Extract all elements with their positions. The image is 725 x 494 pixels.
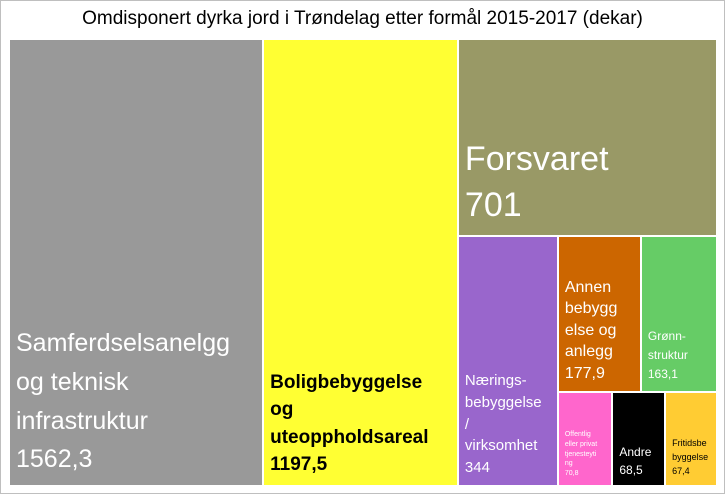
treemap-tile-2 bbox=[458, 39, 717, 236]
tile-label-line: 701 bbox=[464, 185, 522, 224]
tile-label-line: Boligbebyggelse bbox=[270, 371, 423, 393]
tile-label-line: 344 bbox=[464, 459, 490, 477]
tile-label-line: infrastruktur bbox=[16, 406, 148, 435]
treemap-tile-0 bbox=[9, 39, 263, 486]
treemap-tile-6 bbox=[558, 392, 613, 486]
treemap-tile-5 bbox=[641, 236, 717, 392]
tile-label-line: Forsvaret bbox=[464, 139, 609, 178]
tile-label-line: Grønn- bbox=[647, 328, 686, 343]
tile-label-line: 68,5 bbox=[619, 462, 643, 477]
tile-label-line: uteoppholdsareal bbox=[270, 426, 429, 448]
tile-label-line: bebyggelse bbox=[464, 393, 542, 411]
treemap-tile-8 bbox=[665, 392, 717, 486]
tile-label-line: 67,4 bbox=[672, 466, 690, 477]
tile-label-line: struktur bbox=[647, 348, 688, 363]
tile-label-line: else og bbox=[564, 321, 617, 339]
tile-label-line: bebygg bbox=[564, 300, 618, 318]
treemap-tile-3 bbox=[458, 236, 558, 486]
tile-label-0 bbox=[16, 324, 258, 479]
tile-label-line: 163,1 bbox=[647, 367, 678, 382]
tile-label-4 bbox=[565, 277, 636, 385]
tile-label-line: og bbox=[270, 399, 294, 421]
tile-label-line: 1197,5 bbox=[270, 454, 328, 476]
tile-label-line: virksomhet bbox=[464, 437, 538, 455]
tile-label-line: / bbox=[464, 415, 470, 433]
treemap-tile-4 bbox=[558, 236, 641, 392]
tile-label-5 bbox=[648, 327, 712, 385]
tile-label-line: Samferdselsanelgg bbox=[16, 329, 231, 357]
tile-label-line: 177,9 bbox=[564, 364, 605, 382]
tile-label-8 bbox=[672, 437, 712, 479]
tile-label-3 bbox=[465, 370, 553, 479]
tile-label-line: og teknisk bbox=[16, 367, 129, 396]
tile-label-1 bbox=[270, 369, 453, 479]
tile-label-line: anlegg bbox=[564, 343, 613, 361]
tile-label-7 bbox=[619, 444, 660, 479]
tile-label-6 bbox=[565, 430, 608, 479]
tile-label-line: byggelse bbox=[672, 452, 709, 463]
tile-label-line: Nærings- bbox=[464, 372, 527, 390]
tile-label-line: tjenesteyti bbox=[564, 450, 597, 458]
tile-label-line: Fritidsbe bbox=[672, 438, 707, 449]
tile-label-2 bbox=[465, 137, 712, 229]
tile-label-line: Annen bbox=[564, 278, 612, 296]
treemap-tile-1 bbox=[263, 39, 458, 486]
chart-title: Omdisponert dyrka jord i Trøndelag etter formål 2015-2017 (dekar) bbox=[82, 8, 643, 29]
treemap-plot bbox=[9, 39, 717, 486]
tile-label-line: 70,8 bbox=[564, 470, 579, 478]
tile-label-line: 1562,3 bbox=[16, 445, 93, 474]
tile-label-line: ng bbox=[564, 460, 573, 468]
tile-label-line: Andre bbox=[619, 445, 652, 460]
tile-label-line: Offentlig bbox=[564, 431, 591, 438]
tile-label-line: eller privat bbox=[564, 440, 598, 448]
treemap-tile-7 bbox=[612, 392, 665, 486]
